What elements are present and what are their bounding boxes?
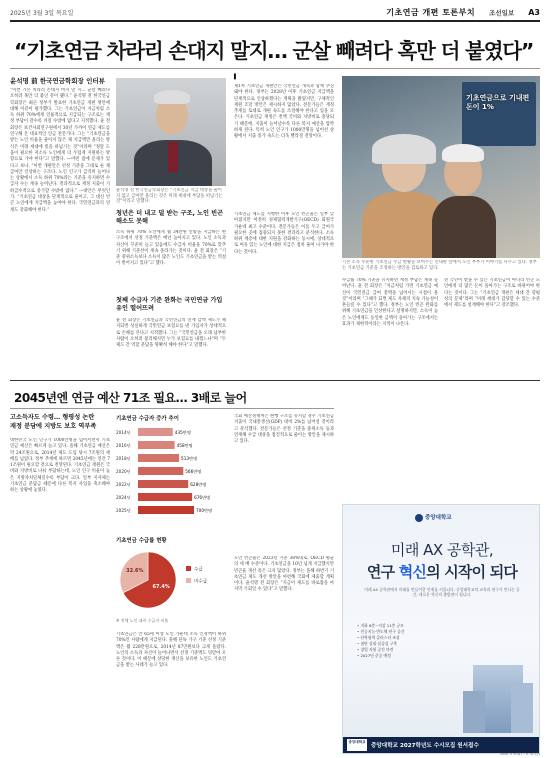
ad-feature: • 창업 지원 공간 마련: [357, 647, 467, 653]
column2-body-mid: 기초연금 제도를 시행한 이후 노인 빈곤율은 일부 낮아졌지만 여전히 경제협력개발기구(OECD) 회원국 가운데 최고 수준이다. 전문가들은 이를 두고 급여가 필요한 곳에 집중되지 못한 결과라고 분석한다. 소득 하위 계층에 대한 지원을 강화하는 동시에, 상대적으로 여유 있는 노인에 대한 지급은 점차 줄여 나가야 한다는 것이다.: [234, 212, 334, 255]
lower-body-2: 기초연금은 만 65세 이상 노인 가운데 소득 인정액이 하위 70%인 사람에게 지급된다. 올해 단독 가구 기준 선정 기준액은 월 228만원으로, 2014년 87만원보다 크게 올랐다. 노인의 소득과 자산이 늘어나면서 선정 기준액도 덩달아 오른 것이다. 이 때문에 상당한 재산을 보유한 노인도 기초연금을 받는 사례가 늘고 있다.: [116, 632, 226, 669]
recipient-rate-chart: [116, 536, 226, 628]
lower-headline-rule: [10, 408, 334, 409]
couple-photo-caption: 기본 소득 수준별 기초연금 수급 현황을 보여주는 안내판 앞에서 노인 부부가 이야기를 나누고 있다. 정부는 기초연금 기준을 조정하는 방안을 검토하고 있다.: [342, 260, 537, 271]
pie-note: ※ 전체 노인 대비 수급자 비율: [116, 618, 169, 623]
ad-title-2: [343, 561, 540, 582]
pie-legend-swatch: [186, 578, 191, 583]
pie-value-label: 67.4%: [152, 584, 170, 591]
ad-feature: • 2027년 준공 예정: [357, 653, 467, 659]
bar-category-label: 2025년: [116, 508, 131, 513]
page-number: A3: [528, 7, 540, 17]
lower-sub-1: 고소득자도 수령… 형평성 논란: [10, 414, 95, 421]
pie-value-label: 32.6%: [126, 567, 144, 574]
bar-value-label: 676만명: [194, 495, 211, 500]
ad-feature: • 인공지능·반도체 연구 공간: [357, 629, 467, 635]
interview-byline: 윤석명 前 한국연금학회장 인터뷰: [10, 77, 105, 85]
pie-legend-label: 미수급: [194, 579, 208, 585]
ad-logo-text: 중앙대학교: [425, 515, 452, 521]
interviewee-photo-caption: 윤석명 전 한국연금학회장은 “기초연금 지급 대상을 줄이지 않고 급여만 올리는 것은 미래 세대에 부담을 떠넘기는 것”이라고 말했다.: [116, 188, 223, 205]
ad-feature: • 산학협력 클러스터 조성: [357, 635, 467, 641]
bar-category-label: 2016년: [116, 443, 131, 448]
column3-body: 수급률 70% 기준을 유지하면 재정 부담은 계속 늘어난다. 윤 전 회장은 “지금처럼 가면 기초연금 예산이 국민연금 급여 총액을 넘어서는 시점이 올 것”이라며 “그때가 되면 제도 자체의 지속 가능성이 흔들릴 수 있다”고 했다. 정부는 노인 빈곤 완화를 위해 기초연금을 인상한다고 설명하지만, 소득이 높은 노인에게도 동일한 금액이 돌아가는 구조에서는 효과가 제한적이라는 지적이 나온다.: [342, 278, 438, 328]
bar-category-label: 2024년: [116, 495, 131, 500]
ad-logo: [415, 513, 452, 522]
ad-title-2-pre: 연구: [366, 563, 399, 581]
bar-category-label: 2020년: [116, 469, 131, 474]
main-headline: “기초연금 차라리 손대지 말지… 군살 빼려다 혹만 더 붙였다”: [14, 39, 534, 63]
lower-body-3: 국회 예산정책처는 현행 구조를 유지할 경우 기초연금 지출이 국내총생산(GDP) 대비 2%를 넘어설 것이라고 분석했다. 전문가들은 선정 기준을 중위소득 등과 연계해 수급 대상을 점진적으로 줄이는 방안을 제시하고 있다.: [234, 414, 334, 445]
bar-value-label: 566만명: [185, 469, 202, 474]
university-emblem-icon: [415, 514, 423, 522]
paper-name: 조선일보: [489, 8, 515, 17]
headline-rule: [10, 68, 540, 69]
ad-building-illustration: [463, 655, 533, 733]
recipients-chart: [116, 414, 226, 534]
masthead: [10, 6, 540, 18]
recipients-bar-chart: [116, 424, 226, 528]
pie-legend-label: 수급: [194, 567, 203, 573]
interview-body-1: “이번 기본 차라리 손대지 마지 말 지… 군살 빼려다 오히려 혹만 더 붙인 꼴이 됐다.” 윤석명 전 한국연금학회장은 최근 정부가 발표한 기초연금 개편 방안에 대해 이같이 평가했다. 그는 기초연금이 지금처럼 소득 하위 70%에게 일률적으로 지급되는 구조로는 재정 부담이 갈수록 커질 수밖에 없다고 지적했다. 윤 전 회장은 보건사회연구원에서 30년 가까이 연금 제도를 연구해 온 대표적인 연금 전문가다. 그는 “기초연금을 받는 노인 비율을 줄이지 않은 채 지급액만 올리는 방식은 미래 세대에 빚을 떠넘기는 것”이라며 “정말 도움이 필요한 저소득 노인에게 더 두텁게 지원하는 방향으로 가야 한다”고 말했다. —어떤 점에 문제가 있다고 보나. “이번 개편안은 선정 기준을 그대로 둔 채 급여만 인상하는 구조다. 노인 인구가 급격히 늘어나는 상황에서 소득 하위 70%라는 기준을 유지하면 수급자 수는 계속 늘어난다. 결과적으로 재정 지출이 기하급수적으로 증가할 수밖에 없다.” —대안은 무엇인가. “기초연금 대상을 단계적으로 줄이고, 그 대신 빈곤 노인에게 지급액을 높여야 한다. 국민연금과의 연계도 강화해야 한다.”: [10, 88, 110, 213]
ad-title-2-highlight: 혁신: [398, 563, 427, 581]
column2-label: ▌: [234, 74, 238, 80]
ad-date: 2026. 9. 8.(화) ~ 9. 11.(금): [500, 752, 540, 756]
ad-feature: • 첨단 실험·실습실 구축: [357, 641, 467, 647]
bar: [138, 441, 175, 449]
interview-body-2: 소득 하위 70% 노인에게 월 34만원 안팎을 지급하는 현 구조에서 선정 기준액은 매년 높아지고 있다. 노인 소득과 자산이 꾸준히 늘고 있음에도 수급자 비율을 70%로 맞추기 위해 기준선이 계속 올라가는 것이다. 윤 전 회장은 “기준 중위소득보다 소득이 많은 노인도 기초연금을 받는 역설이 벌어지고 있다”고 했다.: [116, 230, 226, 267]
column2-body: 제1차 기초연금 개편안은 국민연금 개혁과 함께 추진돼야 한다. 정부는 2028년 이후 기초연금 지급액을 단계적으로 인상하겠다는 계획을 밝혔지만, 구체적인 재원 조달 방안은 제시하지 않았다. 전문가들은 재정 추계를 토대로 개편 속도를 조절해야 한다고 입을 모은다. 기초연금 재정은 전액 국비와 지방비로 충당되기 때문에, 지출이 늘어날수록 다른 복지 예산을 압박하게 된다. 특히 노인 인구가 1000만명을 넘어선 상황에서 지출 증가 속도는 더욱 빨라질 전망이다.: [234, 84, 334, 140]
bar: [138, 493, 192, 501]
ad-bottom-bar[interactable]: [343, 737, 540, 753]
bar-value-label: 458만명: [176, 443, 193, 448]
recipient-rate-pie: [116, 546, 226, 616]
ad-feature-list: [357, 623, 467, 659]
bar-category-label: 2014년: [116, 430, 131, 435]
bar: [138, 454, 179, 462]
photo-sign-text: 기초연금으로 기내편돈이 1%: [466, 94, 530, 111]
bar-value-label: 435만명: [174, 430, 191, 435]
ad-title-2-post: 의 시작이 되다: [426, 563, 518, 581]
recipients-chart-title: 기초연금 수급자 증가 추이: [116, 416, 179, 422]
bar-category-label: 2022년: [116, 482, 131, 487]
ad-description: 미래 AX 공학관에서 미래를 만들어갈 인재를 키웁니다. 중앙대학교의 교육과 연구가 만나는 공간, 새로운 혁신의 출발점이 됩니다.: [364, 587, 520, 597]
bar: [138, 467, 183, 475]
bar: [138, 506, 194, 514]
bar: [138, 428, 173, 436]
section-title: 기초연금 개편 토론부치: [386, 7, 476, 17]
interview-subhead-1: 청년은 더 내고 덜 받는 구조, 노인 빈곤 해소도 못해: [116, 210, 224, 225]
bar: [138, 480, 188, 488]
interviewee-photo: [116, 78, 226, 186]
pie-chart-title: 기초연금 수급률 현황: [116, 538, 167, 544]
ad-title-1: 미래 AX 공학관,: [390, 541, 494, 559]
university-ad[interactable]: [342, 504, 540, 754]
lower-headline: 2045년엔 연금 예산 71조 필요… 3배로 늘어: [14, 391, 247, 405]
top-rule: [10, 20, 540, 22]
bar-value-label: 628만명: [190, 482, 207, 487]
elderly-couple-photo: [342, 76, 540, 258]
lower-sub-2: 재정 분담에 지방도 보호 역부족: [10, 423, 97, 430]
pie-legend-swatch: [186, 566, 191, 571]
bar-category-label: 2018년: [116, 456, 131, 461]
ad-bottom-text: 중앙대학교 2027학년도 수시모집 원서접수: [371, 743, 479, 749]
ad-tag: 중앙대학교: [347, 739, 367, 751]
bar-value-label: 513만명: [181, 456, 198, 461]
lower-body-4: 노인 빈곤율은 2023년 기준 38%대로, OECD 평균의 세 배 수준이다. 기초연금을 10년 넘게 지급했지만 빈곤율 개선 폭은 크지 않았다. 정부는 올해 하반기 기초연금 제도 개선 방안을 마련해 국회에 제출할 계획이다. 윤석명 전 회장은 “지금이 제도를 바로잡을 마지막 기회일 수 있다”고 말했다.: [234, 556, 334, 593]
ad-feature: • 지하 6층~지상 11층 규모: [357, 623, 467, 629]
column4-body: 전 국민이 받을 수 있는 기초연금이 아니라 빈곤 노인에게 더 많은 돈이 돌아가는 구조로 바뀌어야 한다는 것이다. 그는 “기초연금 개편은 세대 간 형평성의 문제”라며 “미래 세대가 감당할 수 있는 수준에서 제도를 설계해야 한다”고 강조했다.: [444, 278, 540, 309]
section-divider: [10, 380, 540, 381]
interview-subhead-2: 첫째 수급자 기준 완화는 국민연금 가입 유인 떨어뜨려: [116, 297, 223, 312]
masthead-date: 2025년 3월 3일 목요일: [10, 9, 74, 17]
bar-value-label: 700만명: [196, 508, 213, 513]
lower-body-1: 대한민국 노인 인구가 1000만명을 넘어서면서 기초연금 예산은 빠르게 늘고 있다. 올해 기초연금 예산은 약 24조원으로, 2014년 제도 도입 당시 7조원의 세 배를 넘었다. 정부 추계에 따르면 2045년에는 연간 71조원이 필요할 것으로 전망된다. 기초연금 재원은 국비와 지방비로 나눠 부담하는데, 노인 인구 비율이 높은 지방자치단체일수록 부담이 크다. 일부 지자체는 기초연금 분담금 때문에 다른 복지 사업을 축소해야 하는 상황에 놓였다.: [10, 438, 110, 494]
interview-body-3: 윤 전 회장은 기초연금과 국민연금의 연계 감액 제도가 폐지되면 성실하게 국민연금 보험료를 낸 가입자가 상대적으로 손해를 본다고 지적했다. 그는 “국민연금을 오래 납부한 사람이 오히려 불리해지면 누가 보험료를 내겠느냐”며 “두 제도 간 역할 분담을 명확히 해야 한다”고 말했다.: [116, 318, 226, 349]
